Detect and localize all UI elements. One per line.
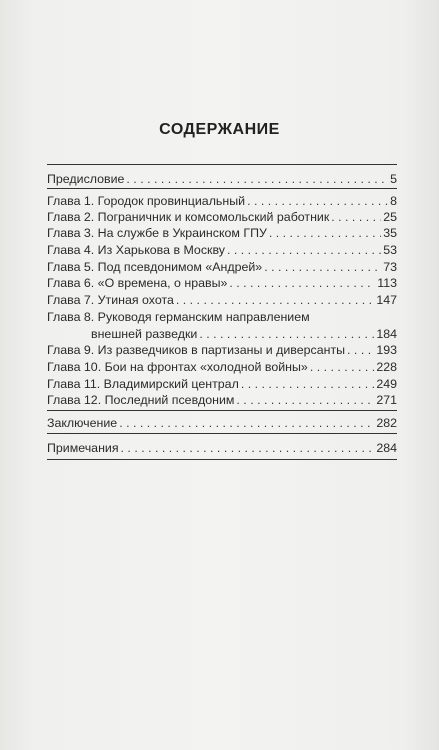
entry-label: Глава 3. На службе в Украинском ГПУ <box>47 226 267 240</box>
entry-label: Предисловие <box>47 172 125 186</box>
toc-entry-chapter-8 <box>47 327 397 341</box>
toc-entry-chapter-12 <box>47 393 397 407</box>
divider-bottom <box>47 459 397 460</box>
dot-leader <box>331 210 381 224</box>
entry-label: Глава 11. Владимирский централ <box>47 377 239 391</box>
entry-label: Глава 2. Пограничник и комсомольский работник <box>47 210 330 224</box>
dot-leader <box>236 393 374 407</box>
toc-entry-chapter-3 <box>47 226 397 240</box>
entry-page: 184 <box>376 327 397 341</box>
entry-page: 249 <box>376 377 397 391</box>
entry-page: 53 <box>383 243 397 257</box>
toc-entry-preface <box>47 172 397 186</box>
entry-label: Глава 6. «О времена, о нравы» <box>47 276 228 290</box>
toc-entry-chapter-1 <box>47 194 397 208</box>
entry-page: 35 <box>383 226 397 240</box>
dot-leader <box>199 327 374 341</box>
dot-leader <box>176 293 374 307</box>
entry-page: 193 <box>376 343 397 357</box>
dot-leader <box>121 441 375 455</box>
entry-label: Глава 10. Бои на фронтах «холодной войны» <box>47 360 308 374</box>
entry-page: 73 <box>383 260 397 274</box>
entry-page: 284 <box>376 441 397 455</box>
toc-entry-chapter-10 <box>47 360 397 374</box>
toc-entry-chapter-5 <box>47 260 397 274</box>
toc-entry-chapter-11 <box>47 377 397 391</box>
entry-page: 147 <box>376 293 397 307</box>
divider-top <box>47 164 397 165</box>
toc-entry-chapter-8-label: Глава 8. Руководя германским направлением <box>47 310 310 324</box>
toc-entry-notes <box>47 441 397 455</box>
entry-label: Глава 1. Городок провинциальный <box>47 194 246 208</box>
dot-leader <box>269 226 381 240</box>
dot-leader <box>227 243 381 257</box>
divider <box>47 433 397 434</box>
dot-leader <box>347 343 374 357</box>
toc-entry-chapter-4 <box>47 243 397 257</box>
toc-entry-chapter-2 <box>47 210 397 224</box>
entry-label: Глава 9. Из разведчиков в партизаны и диверсанты <box>47 343 346 357</box>
toc-entry-chapter-7 <box>47 293 397 307</box>
entry-label: Глава 12. Последний псевдоним <box>47 393 235 407</box>
dot-leader <box>229 276 375 290</box>
divider <box>47 410 397 411</box>
entry-page: 8 <box>390 194 397 208</box>
entry-page: 228 <box>376 360 397 374</box>
entry-label: Глава 7. Утиная охота <box>47 293 174 307</box>
entry-label: Глава 4. Из Харькова в Москву <box>47 243 225 257</box>
entry-page: 25 <box>383 210 397 224</box>
dot-leader <box>264 260 381 274</box>
entry-page: 282 <box>376 416 397 430</box>
entry-label-continuation: внешней разведки <box>91 327 198 341</box>
entry-page: 5 <box>390 172 397 186</box>
entry-label: Глава 5. Под псевдонимом «Андрей» <box>47 260 263 274</box>
dot-leader <box>310 360 375 374</box>
toc-entry-conclusion <box>47 416 397 430</box>
toc-entry-chapter-6 <box>47 276 397 290</box>
entry-label: Примечания <box>47 441 119 455</box>
dot-leader <box>247 194 388 208</box>
divider <box>47 188 397 189</box>
entry-page: 271 <box>376 393 397 407</box>
entry-page: 113 <box>377 276 397 290</box>
entry-label: Заключение <box>47 416 118 430</box>
toc-title: СОДЕРЖАНИЕ <box>159 121 280 138</box>
dot-leader <box>119 416 374 430</box>
toc-entry-chapter-9 <box>47 343 397 357</box>
dot-leader <box>126 172 388 186</box>
dot-leader <box>241 377 375 391</box>
